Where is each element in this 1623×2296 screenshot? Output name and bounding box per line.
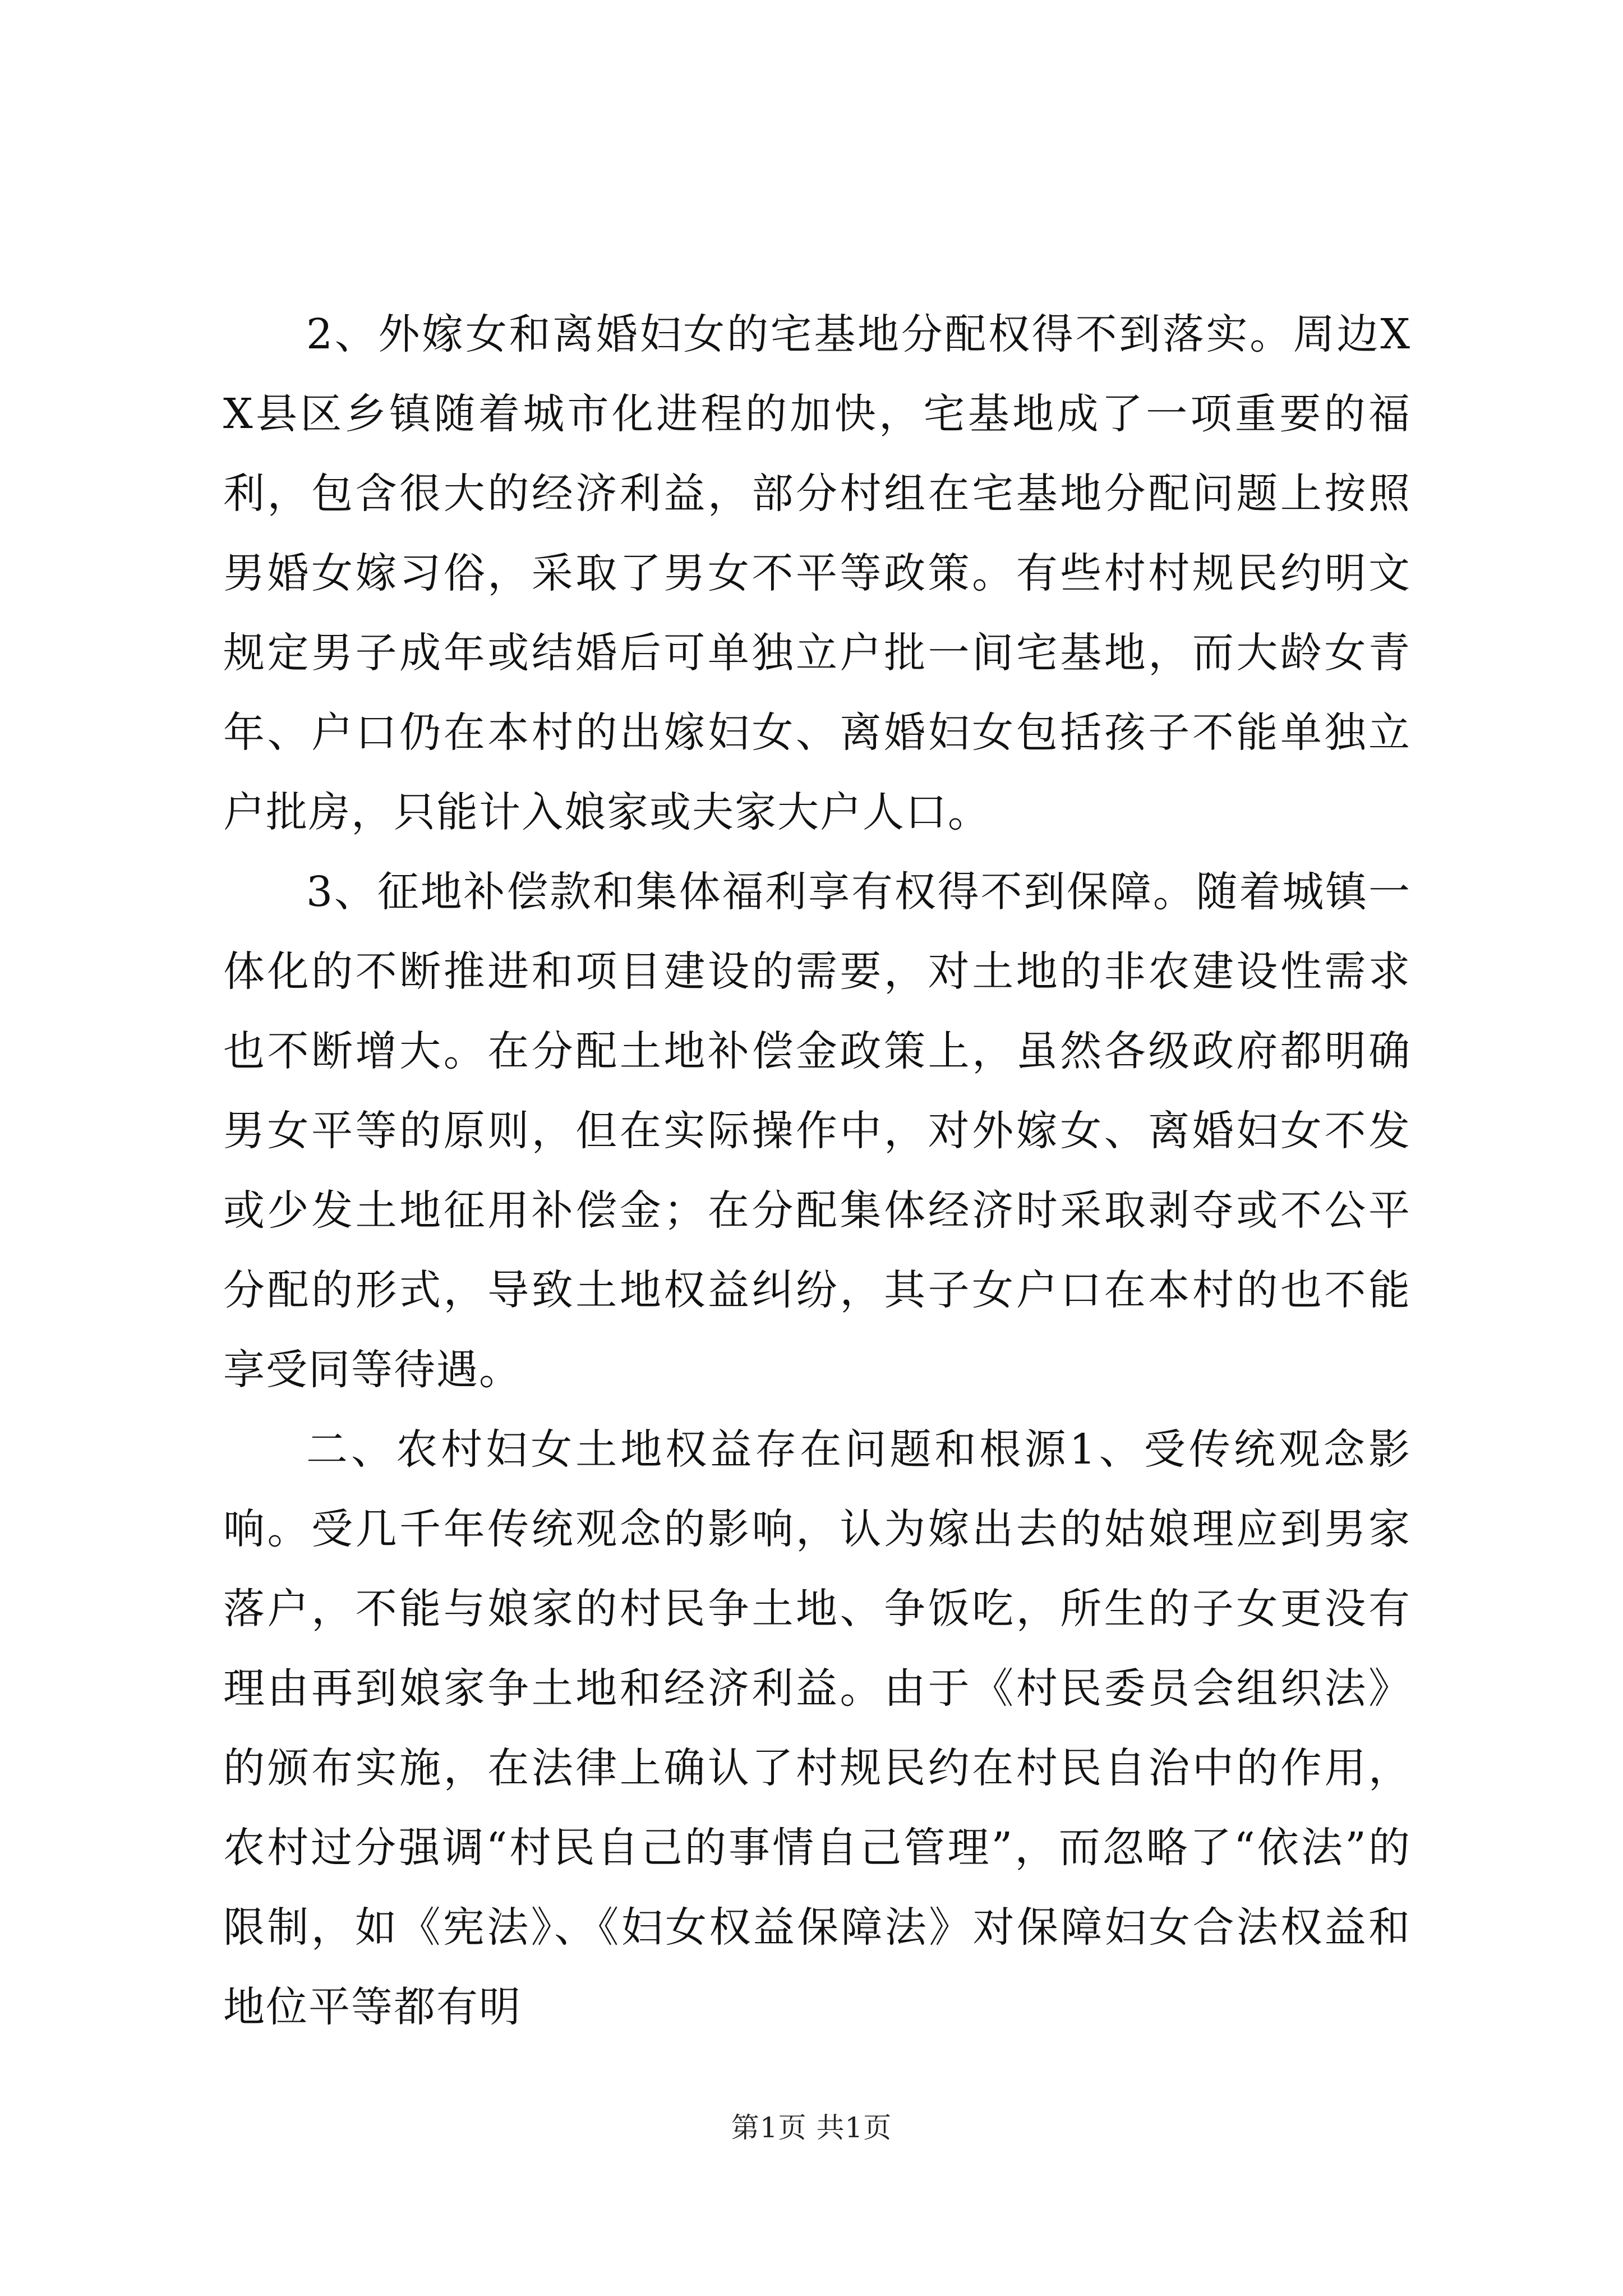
- paragraph-homestead-rights: 2、外嫁女和离婚妇女的宅基地分配权得不到落实。周边XX县区乡镇随着城市化进程的加快，宅基地成了一项重要的福利，包含很大的经济利益，部分村组在宅基地分配问题上按照男婚女嫁习俗，采取了男女不平等政策。有些村村规民约明文规定男子成年或结婚后可单独立户批一间宅基地，而大龄女青年、户口仍在本村的出嫁妇女、离婚妇女包括孩子不能单独立户批房，只能计入娘家或夫家大户人口。: [223, 310, 1411, 836]
- document-body: [223, 295, 1411, 2047]
- paragraph-problems-and-roots: 二、农村妇女土地权益存在问题和根源1、受传统观念影响。受几千年传统观念的影响，认为嫁出去的姑娘理应到男家落户，不能与娘家的村民争土地、争饭吃，所生的子女更没有理由再到娘家争土地和经济利益。由于《村民委员会组织法》的颁布实施，在法律上确认了村规民约在村民自治中的作用，农村过分强调“村民自己的事情自己管理”，而忽略了“依法”的限制，如《宪法》、《妇女权益保障法》对保障妇女合法权益和地位平等都有明: [223, 1425, 1411, 2031]
- page-footer: 第1页 共1页: [731, 2111, 892, 2144]
- paragraph-compensation-rights: 3、征地补偿款和集体福利享有权得不到保障。随着城镇一体化的不断推进和项目建设的需要，对土地的非农建设性需求也不断增大。在分配土地补偿金政策上，虽然各级政府都明确男女平等的原则，但在实际操作中，对外嫁女、离婚妇女不发或少发土地征用补偿金；在分配集体经济时采取剥夺或不公平分配的形式，导致土地权益纠纷，其子女户口在本村的也不能享受同等待遇。: [223, 868, 1411, 1394]
